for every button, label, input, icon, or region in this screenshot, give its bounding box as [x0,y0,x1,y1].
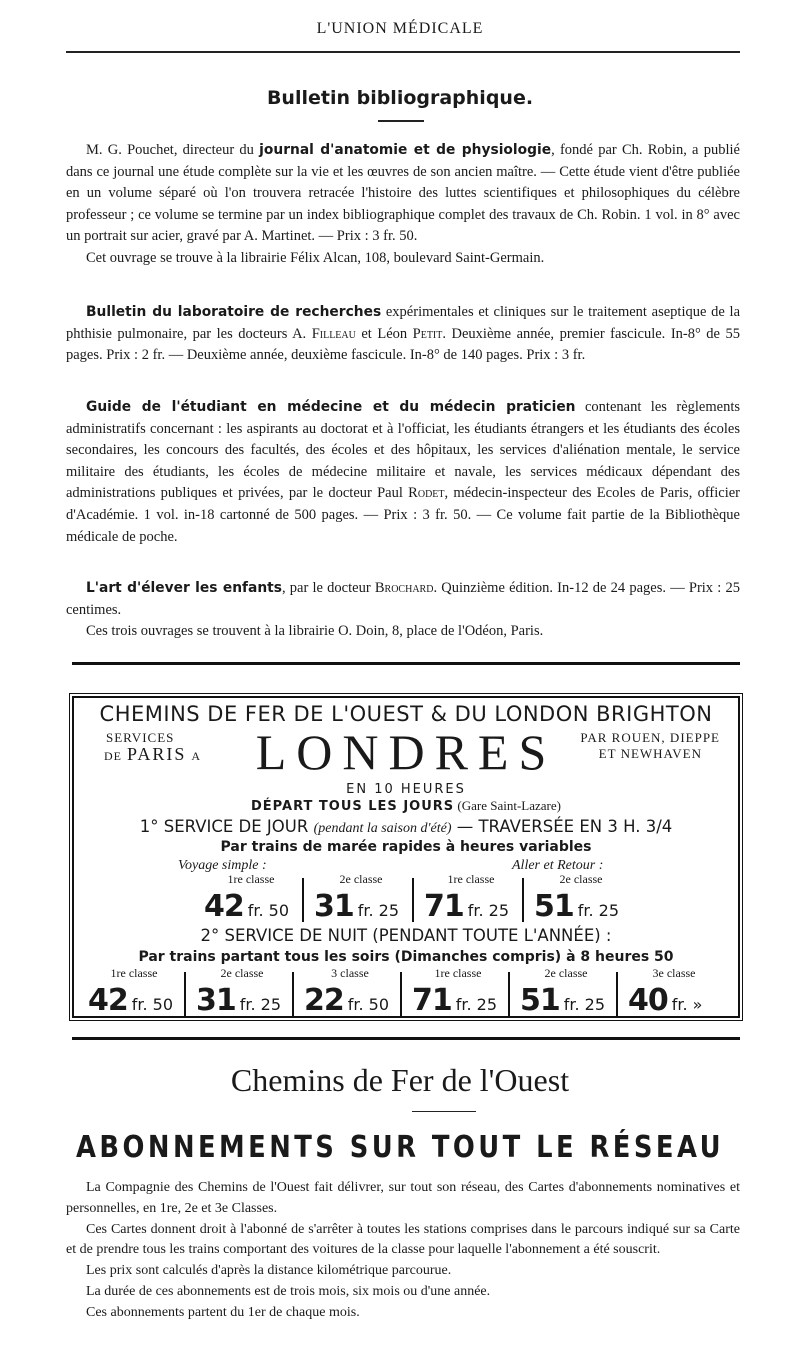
return-label: Aller et Retour : [512,858,604,873]
fare-class: 3 classe [331,966,369,980]
fare-whole: 40 [628,983,668,1018]
laboratoire-text-3: . Deuxième année, premier fascicule. In-8° de 55 pages. Prix : 2 fr. — Deuxième année, deuxième fascicule. In-8° de 140 pages. Prix : 3 fr. [66,325,740,364]
fare-whole: 71 [424,889,464,924]
day-service-season: (pendant la saison d'été) [313,821,452,836]
fare-whole: 51 [520,983,560,1018]
fare-class: 1re classe [227,872,275,886]
fare-whole: 31 [314,889,354,924]
fare-cents: fr. 25 [239,995,282,1014]
day-service-crossing: — TRAVERSÉE EN 3 H. 3/4 [451,817,673,836]
fare-divider [400,972,402,1016]
fare-price [424,889,509,924]
night-fares [74,966,738,1018]
day-fares [74,872,738,924]
fare-price [88,983,173,1018]
robin-bookstore: Cet ouvrage se trouve à la librairie Félix Alcan, 108, boulevard Saint-Germain. [86,249,545,266]
journal-name: journal d'anatomie et de physiologie [259,142,552,158]
fare-cell [620,966,728,1018]
fare-cell [416,872,526,924]
ad-duration: EN 10 HEURES [346,782,466,797]
fare-cell [196,872,306,924]
fare-cell [296,966,404,1018]
laboratoire-author-2: Petit [412,325,443,342]
guide-text-1: contenant les règlements administratifs concernant : les aspirants au doctorat et à l'officiat, les étudiants étrangers et les étudiants des écoles secondaires, les concours des facultés, des écoles et des hôpitaux, les services d'aliénation mentale, le service militaire des étudiants, les écoles de médecine militaire et navale, les services médicaux dépendant des administrations publiques et privées, par le docteur Paul [66,399,740,502]
ouest-title: Chemins de Fer de l'Ouest [230,1062,570,1098]
ouest-paragraph: La durée de ces abonnements est de trois mois, six mois ou d'une année. [86,1283,491,1299]
fare-cents: fr. 50 [247,901,290,920]
fare-whole: 22 [304,983,344,1018]
destination-londres: LONDRES [255,724,557,780]
fare-price [304,983,389,1018]
fare-price [204,889,289,924]
header-rule [66,51,740,53]
fare-cents: fr. 25 [467,901,510,920]
fare-whole: 71 [412,983,452,1018]
day-service-label: 1° SERVICE DE JOUR [139,817,314,836]
ouest-paragraph: Ces abonnements partent du 1er de chaque mois. [86,1304,360,1320]
simple-label: Voyage simple : [178,858,267,873]
guide-author: Rodet [408,485,445,502]
laboratoire-lead: Bulletin du laboratoire de recherches [86,304,382,320]
fare-cents: fr. 50 [347,995,390,1014]
railway-advertisement [72,696,740,1018]
enfants-text-2: . Quinzième édition. In-12 de 24 pages. — Prix : 25 centimes. [66,580,740,618]
ad-left-a: A [191,749,202,763]
fare-divider [412,878,414,922]
ouest-title-rule [412,1111,476,1112]
enfants-author: Brochard [374,580,434,596]
ouest-paragraph: Ces Cartes donnent droit à l'abonné de s'arrêter à toutes les stations comprises dans le parcours indiqué sur sa Carte et de prendre tous les trains comportant des voitures de la classe pour laquelle l'abonnement a été souscrit. [66,1221,740,1258]
fare-price [314,889,399,924]
fare-cents: fr. » [671,995,703,1014]
ad-departures [74,798,738,814]
fare-divider [616,972,618,1016]
fare-price [196,983,281,1018]
guide-lead: Guide de l'étudiant en médecine et du médecin praticien [86,399,576,415]
guide-notice [66,397,740,548]
night-service-heading: 2° SERVICE DE NUIT (PENDANT TOUTE L'ANNÉE) : [200,926,612,945]
fare-cell [80,966,188,1018]
fare-whole: 42 [204,889,244,924]
fare-price [628,983,702,1018]
fare-divider [292,972,294,1016]
bulletin-title: Bulletin bibliographique. [266,87,534,109]
fare-class: 1re classe [447,872,495,886]
robin-author: M. G. Pouchet [86,142,174,158]
ouest-paragraph: La Compagnie des Chemins de l'Ouest fait délivrer, sur tout son réseau, des Cartes d'abonnements nominatives et personnelles, en 1re, 2e et 3e Classes. [66,1180,740,1216]
ad-station: (Gare Saint-Lazare) [454,798,561,813]
enfants-bookstore: Ces trois ouvrages se trouvent à la librairie O. Doin, 8, place de l'Odéon, Paris. [86,623,544,640]
fare-class: 1re classe [434,966,482,980]
robin-notice [66,140,740,270]
fare-class: 1re classe [110,966,158,980]
fare-cents: fr. 25 [357,901,400,920]
fare-price [412,983,497,1018]
fare-cell [404,966,512,1018]
fare-cell [306,872,416,924]
ad-left-paris: PARIS [127,744,187,764]
fare-class: 2e classe [220,966,264,980]
enfants-notice [66,578,740,643]
laboratoire-text-2: et Léon [355,325,413,342]
fare-divider [302,878,304,922]
fare-whole: 31 [196,983,236,1018]
day-service-heading [74,817,738,837]
fare-divider [184,972,186,1016]
ad-heading: CHEMINS DE FER DE L'OUEST & DU LONDON BRIGHTON [99,702,713,726]
fare-cell [188,966,296,1018]
abonnements-title: ABONNEMENTS SUR TOUT LE RÉSEAU [76,1130,724,1165]
ouest-notice [66,1178,740,1324]
fare-price [534,889,619,924]
enfants-text-1: , par le docteur [281,580,375,596]
fare-class: 2e classe [559,872,603,886]
ad-right-top: PAR ROUEN, DIEPPE [580,730,720,745]
fare-divider [522,878,524,922]
enfants-lead: L'art d'élever les enfants [86,580,282,596]
fare-divider [508,972,510,1016]
ad-departures-text: DÉPART TOUS LES JOURS [251,799,455,814]
guide-text-2: , médecin-inspecteur des Ecoles de Paris, officier d'Académie. 1 vol. in-18 cartonné de 500 pages. — Prix : 3 fr. 50. — Ce volume fait partie de la Bibliothèque médicale de poche. [66,485,740,545]
fare-whole: 51 [534,889,574,924]
tide-trains: Par trains de marée rapides à heures variables [220,839,592,855]
fare-cents: fr. 25 [563,995,606,1014]
section-divider [72,662,740,665]
fare-whole: 42 [88,983,128,1018]
fare-class: 3e classe [652,966,696,980]
journal-header: L'UNION MÉDICALE [316,20,484,37]
fare-price [520,983,605,1018]
robin-text-2: , fondé par Ch. Robin, a publié dans ce journal une étude complète sur la vie et les œuvres de son ancien maître. — Cette étude vient d'être publiée en un volume séparé où l'on trouvera retracée l'histoire des luttes scientifiques et philosophiques du célèbre professeur ; ce volume se termine par un index bibliographique complet des travaux de Ch. Robin. 1 vol. in 8° avec un portrait sur acier, gravé par A. Martinet. — Prix : 3 fr. 50. [66,142,740,245]
fare-class: 2e classe [339,872,383,886]
fare-cents: fr. 25 [577,901,620,920]
ad-left-top: SERVICES [106,730,175,745]
ad-bottom-rule [72,1037,740,1040]
fare-cents: fr. 50 [131,995,174,1014]
laboratoire-notice [66,302,740,367]
fare-class: 2e classe [544,966,588,980]
ouest-paragraph: Les prix sont calculés d'après la distance kilométrique parcourue. [86,1263,452,1279]
ad-right-bottom: ET NEWHAVEN [598,746,702,761]
laboratoire-author-1: Filleau [311,325,356,342]
fare-cents: fr. 25 [455,995,498,1014]
laboratoire-text-1: expérimentales et cliniques sur le traitement aseptique de la phthisie pulmonaire, par les docteurs A. [66,304,741,342]
title-underline [378,120,424,122]
night-trains: Par trains partant tous les soirs (Dimanches compris) à 8 heures 50 [138,949,674,965]
robin-text-1: , directeur du [173,142,260,158]
fare-cell [526,872,636,924]
fare-cell [512,966,620,1018]
ad-left-de: DE [104,749,122,763]
